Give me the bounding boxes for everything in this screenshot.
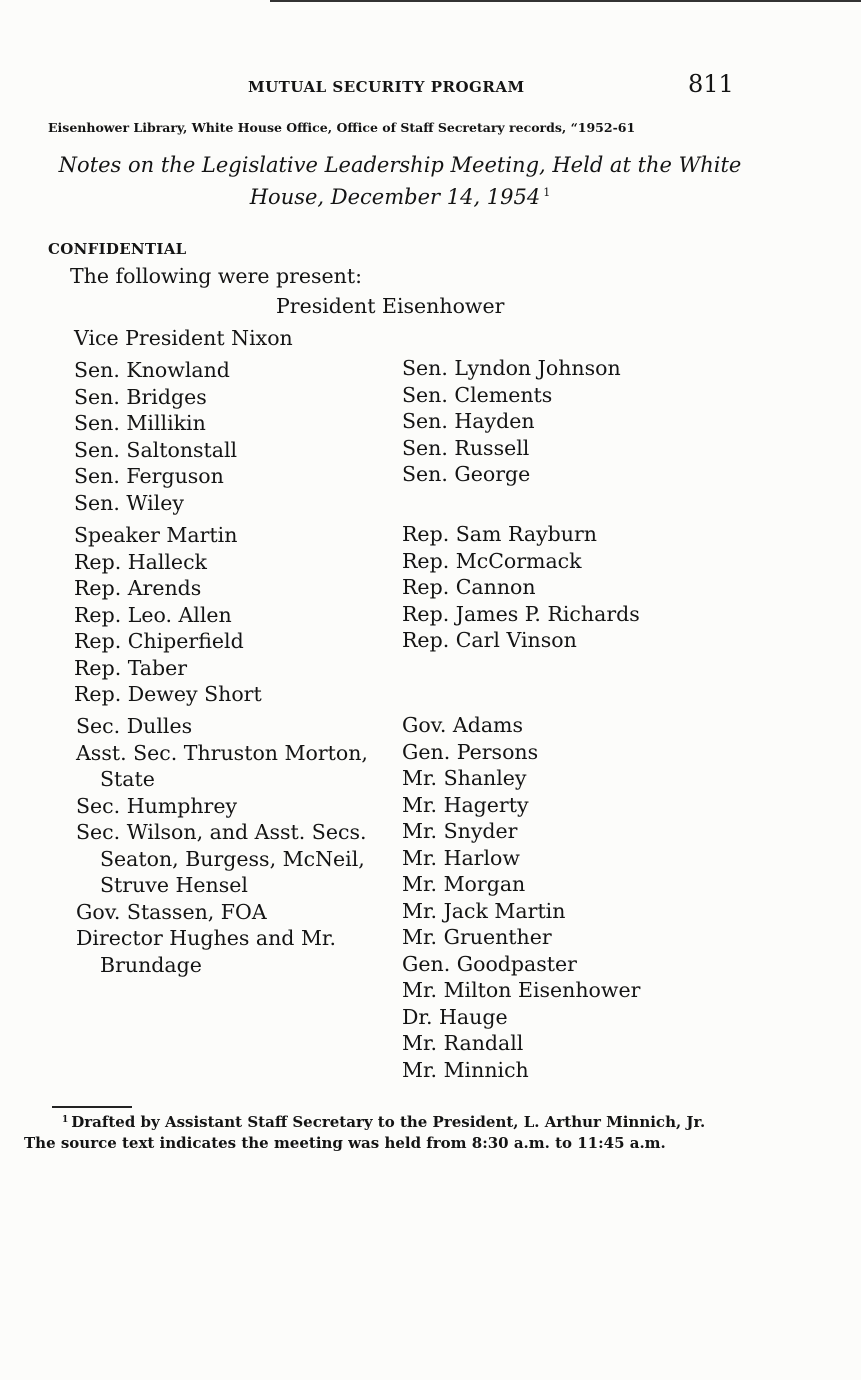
attendee: Rep. Leo. Allen	[74, 602, 232, 627]
attendee: Mr. Shanley	[402, 766, 527, 790]
attendee: Mr. Minnich	[402, 1057, 529, 1082]
attendee: Sen. Wiley	[74, 490, 184, 515]
attendee: Mr. Milton Eisenhower	[402, 978, 641, 1002]
attendee: Gov. Stassen, FOA	[76, 899, 267, 924]
attendee: Mr. Jack Martin	[402, 898, 566, 923]
senate-list-left	[74, 357, 394, 516]
attendee: Sen. Clements	[402, 382, 553, 407]
attendee: Sen. Knowland	[74, 358, 230, 382]
attendee: Mr. Snyder	[402, 819, 518, 843]
executive-list-left	[76, 713, 396, 978]
footnote-line-1: Drafted by Assistant Staff Secretary to the President, L. Arthur Minnich, Jr.	[71, 1113, 706, 1131]
title-footnote-marker: 1	[543, 186, 551, 199]
executive-list-right	[402, 712, 782, 1083]
attendee: Sec. Wilson, and Asst. Secs.	[76, 820, 367, 844]
attendee: Sen. Saltonstall	[74, 437, 238, 462]
attendee-continuation: Brundage	[100, 952, 202, 977]
attendee: Rep. James P. Richards	[402, 601, 640, 626]
title-line-1: Notes on the Legislative Leadership Meeting, Held at the White	[58, 153, 742, 177]
attendee: Sen. Russell	[402, 435, 530, 460]
page-number: 811	[688, 70, 734, 98]
attendee-continuation: Seaton, Burgess, McNeil,	[100, 846, 365, 871]
attendee-continuation: State	[100, 767, 155, 791]
attendee: Mr. Hagerty	[402, 792, 529, 817]
attendee: Rep. McCormack	[402, 548, 582, 573]
attendee: Rep. Taber	[74, 655, 188, 680]
attendee: Rep. Cannon	[402, 575, 536, 599]
attendee: Rep. Sam Rayburn	[402, 522, 597, 546]
document-title	[40, 152, 760, 211]
attendee: Mr. Gruenther	[402, 925, 552, 949]
attendee-vice-president: Vice President Nixon	[74, 326, 293, 350]
attendee: Sen. Ferguson	[74, 464, 224, 488]
running-head: MUTUAL SECURITY PROGRAM	[248, 78, 525, 96]
attendee: Mr. Morgan	[402, 872, 526, 896]
attendee: Rep. Arends	[74, 576, 202, 600]
attendee: Sec. Humphrey	[76, 793, 238, 818]
attendee: Sen. Bridges	[74, 384, 207, 409]
attendee: Sen. Lyndon Johnson	[402, 356, 621, 380]
senate-list-right	[402, 355, 782, 488]
title-line-2: House, December 14, 1954	[249, 185, 541, 209]
house-list-right	[402, 521, 782, 654]
attendee: Gov. Adams	[402, 713, 524, 737]
attendee: Mr. Randall	[402, 1031, 524, 1055]
attendee: Asst. Sec. Thruston Morton,	[76, 740, 368, 765]
attendee: Rep. Dewey Short	[74, 682, 262, 706]
attendee: Director Hughes and Mr.	[76, 926, 336, 950]
attendee: Gen. Persons	[402, 739, 539, 764]
attendee: Gen. Goodpaster	[402, 951, 577, 976]
attendee: Rep. Chiperfield	[74, 629, 244, 653]
house-list-left	[74, 522, 394, 708]
attendee: Rep. Carl Vinson	[402, 628, 577, 652]
attendee-continuation: Struve Hensel	[100, 873, 248, 897]
attendee: Sec. Dulles	[76, 714, 193, 738]
attendee: Sen. Hayden	[402, 409, 535, 433]
footnote-marker: 1	[62, 1115, 69, 1125]
attendee: Sen. Millikin	[74, 411, 206, 435]
footnote	[24, 1110, 742, 1154]
attendee-president: President Eisenhower	[276, 294, 505, 318]
attendee: Speaker Martin	[74, 523, 238, 547]
attendee: Rep. Halleck	[74, 549, 207, 574]
attendance-intro: The following were present:	[70, 264, 363, 288]
footnote-rule	[52, 1106, 132, 1108]
source-note: Eisenhower Library, White House Office, Office of Staff Secretary records, “1952-61	[48, 120, 636, 135]
classification-label: CONFIDENTIAL	[48, 240, 187, 258]
footnote-line-2: The source text indicates the meeting was held from 8:30 a.m. to 11:45 a.m.	[24, 1134, 666, 1152]
attendee: Dr. Hauge	[402, 1004, 508, 1029]
attendee: Sen. George	[402, 462, 531, 486]
attendee: Mr. Harlow	[402, 845, 520, 870]
top-rule	[270, 0, 861, 2]
